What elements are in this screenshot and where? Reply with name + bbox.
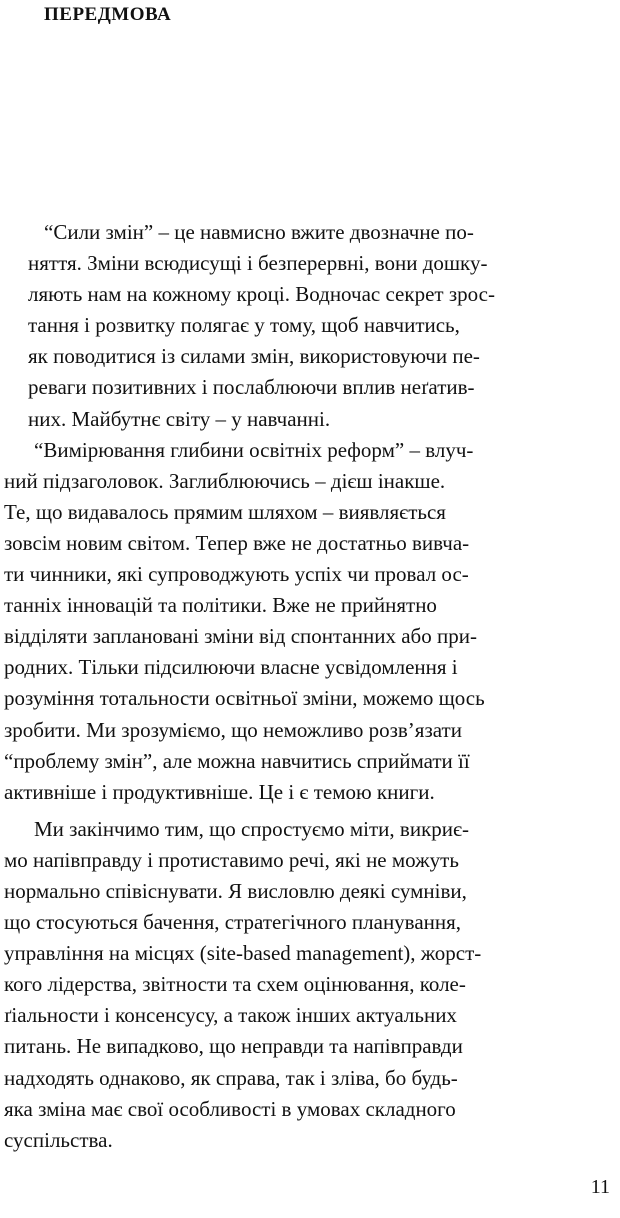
text-line: активніше і продуктивніше. Це і є темою книги.	[4, 779, 435, 804]
text-line: танніх інновацій та політики. Вже не прийнятно	[4, 593, 437, 618]
paragraph-3	[0, 814, 620, 1156]
text-line: нормально співіснувати. Я висловлю деякі сумніви,	[4, 878, 467, 903]
text-line: ний підзаголовок. Заглиблюючись – дієш інакше.	[4, 468, 446, 493]
paragraph-1	[0, 217, 620, 435]
text-line: управління на місцях (site-based management), жорст-	[4, 941, 482, 966]
text-line: Ми закінчимо тим, що спростуємо міти, викриє-	[34, 816, 470, 841]
text-line: яка зміна має свої особливості в умовах складного	[4, 1096, 456, 1121]
text-line: “Вимірювання глибини освітніх реформ” – влуч-	[34, 437, 474, 462]
text-line: розуміння тотальности освітньої зміни, можемо щось	[4, 686, 485, 711]
text-line: няття. Зміни всюдисущі і безперервні, вони дошку-	[28, 251, 488, 276]
text-line: Те, що видавалось прямим шляхом – виявляється	[4, 499, 446, 524]
text-line: питань. Не випадково, що неправди та напівправди	[4, 1034, 463, 1059]
text-line: суспільства.	[4, 1127, 113, 1152]
text-line: реваги позитивних і послаблюючи вплив неґатив-	[28, 375, 475, 400]
text-line: ляють нам на кожному кроці. Водночас секрет зрос-	[28, 282, 495, 307]
text-line: ґіальности і консенсусу, а також інших актуальних	[4, 1003, 457, 1028]
text-line: зробити. Ми зрозуміємо, що неможливо розв’язати	[4, 717, 462, 742]
text-line: зовсім новим світом. Тепер вже не достатньо вивча-	[4, 530, 470, 555]
text-line: як поводитися із силами змін, використовуючи пе-	[28, 344, 480, 369]
text-line: родних. Тільки підсилюючи власне усвідомлення і	[4, 655, 458, 680]
text-line: надходять однаково, як справа, так і зліва, бо будь-	[4, 1065, 458, 1090]
text-line: ти чинники, які супроводжують успіх чи провал ос-	[4, 562, 469, 587]
body-text	[0, 217, 620, 1156]
text-line: кого лідерства, звітности та схем оцінювання, коле-	[4, 972, 466, 997]
text-line: відділяти заплановані зміни від спонтанних або при-	[4, 624, 477, 649]
page-number: 11	[590, 1176, 610, 1198]
chapter-heading: ПЕРЕДМОВА	[44, 4, 172, 25]
text-line: що стосуються бачення, стратегічного планування,	[4, 910, 462, 935]
text-line: “Сили змін” – це навмисно вжите двозначне по-	[44, 220, 474, 244]
paragraph-2	[0, 435, 620, 808]
text-line: “проблему змін”, але можна навчитись сприймати її	[4, 748, 470, 773]
text-line: них. Майбутнє світу – у навчанні.	[28, 406, 331, 431]
text-line: мо напівправду і протиставимо речі, які не можуть	[4, 847, 459, 872]
text-line: тання і розвитку полягає у тому, щоб навчитись,	[28, 313, 460, 338]
